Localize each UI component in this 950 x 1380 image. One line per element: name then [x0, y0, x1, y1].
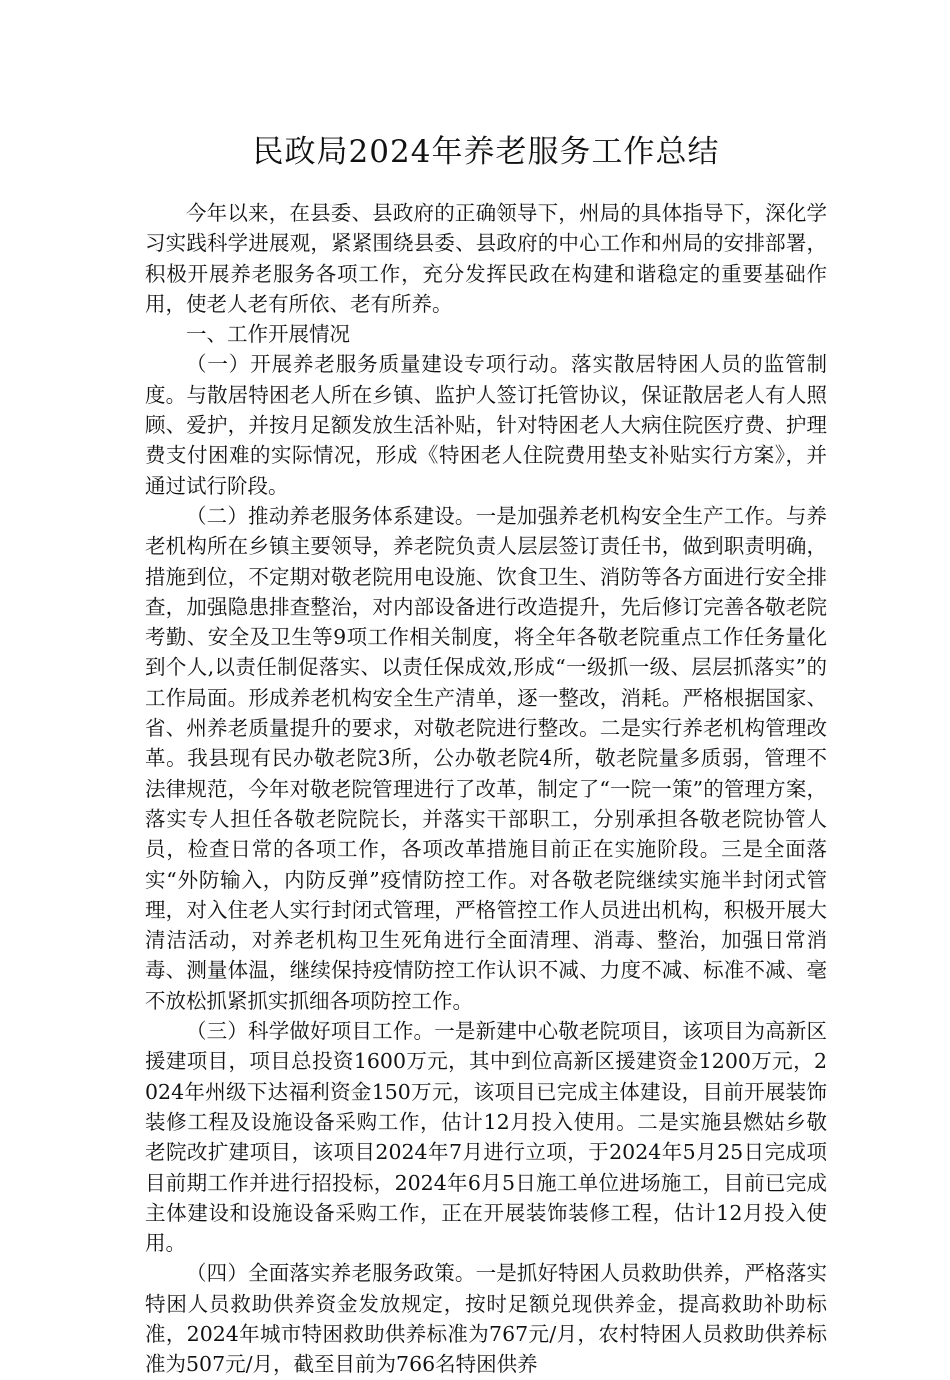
paragraph-system-building: （二）推动养老服务体系建设。一是加强养老机构安全生产工作。与养老机构所在乡镇主要领导，养老院负责人层层签订责任书，做到职责明确，措施到位，不定期对敬老院用电设施、饮食卫生、消防等各方面进行安全排查，加强隐患排查整治，对内部设备进行改造提升，先后修订完善各敬老院考勤、安全及卫生等9项工作相关制度，将全年各敬老院重点工作任务量化到个人,以责任制促落实、以责任保成效,形成“一级抓一级、层层抓落实”的工作局面。形成养老机构安全生产清单，逐一整改，消耗。严格根据国家、省、州养老质量提升的要求，对敬老院进行整改。二是实行养老机构管理改革。我县现有民办敬老院3所，公办敬老院4所，敬老院量多质弱，管理不法律规范，今年对敬老院管理进行了改革，制定了“一院一策”的管理方案，落实专人担任各敬老院院长，并落实干部职工，分别承担各敬老院协管人员，检查日常的各项工作，各项改革措施目前正在实施阶段。三是全面落实“外防输入，内防反弹”疫情防控工作。对各敬老院继续实施半封闭式管理，对入住老人实行封闭式管理，严格管控工作人员进出机构，积极开展大清洁活动，对养老机构卫生死角进行全面清理、消毒、整治，加强日常消毒、测量体温，继续保持疫情防控工作认识不减、力度不减、标准不减、毫不放松抓紧抓实抓细各项防控工作。 — [145, 503, 827, 1013]
paragraph-project-work: （三）科学做好项目工作。一是新建中心敬老院项目，该项目为高新区援建项目，项目总投资1600万元，其中到位高新区援建资金1200万元，2024年州级下达福利资金150万元，该项目已完成主体建设，目前开展装饰装修工程及设施设备采购工作，估计12月投入使用。二是实施县燃姑乡敬老院改扩建项目，该项目2024年7月进行立项，于2024年5月25日完成项目前期工作并进行招投标，2024年6月5日施工单位进场施工，目前已完成主体建设和设施设备采购工作，正在开展装饰装修工程，估计12月投入使用。 — [145, 1019, 827, 1256]
paragraph-quality-action: （一）开展养老服务质量建设专项行动。落实散居特困人员的监管制度。与散居特困老人所在乡镇、监护人签订托管协议，保证散居老人有人照顾、爱护，并按月足额发放生活补贴，针对特困老人大病住院医疗费、护理费支付困难的实际情况，形成《特困老人住院费用垫支补贴实行方案》，并通过试行阶段。 — [145, 352, 827, 498]
section-heading-work-progress: 一、工作开展情况 — [186, 322, 350, 347]
document-title: 民政局2024年养老服务工作总结 — [252, 134, 720, 170]
paragraph-intro: 今年以来，在县委、县政府的正确领导下，州局的具体指导下，深化学习实践科学进展观，紧紧围绕县委、县政府的中心工作和州局的安排部署，积极开展养老服务各项工作，充分发挥民政在构建和谐稳定的重要基础作用，使老人老有所依、老有所养。 — [145, 201, 827, 316]
document-page — [145, 130, 827, 1380]
paragraph-policy-implementation: （四）全面落实养老服务政策。一是抓好特困人员救助供养，严格落实特困人员救助供养资金发放规定，按时足额兑现供养金，提高救助补助标准，2024年城市特困救助供养标准为767元/月，农村特困人员救助供养标准为507元/月，截至目前为766名特困供养 — [145, 1261, 827, 1377]
